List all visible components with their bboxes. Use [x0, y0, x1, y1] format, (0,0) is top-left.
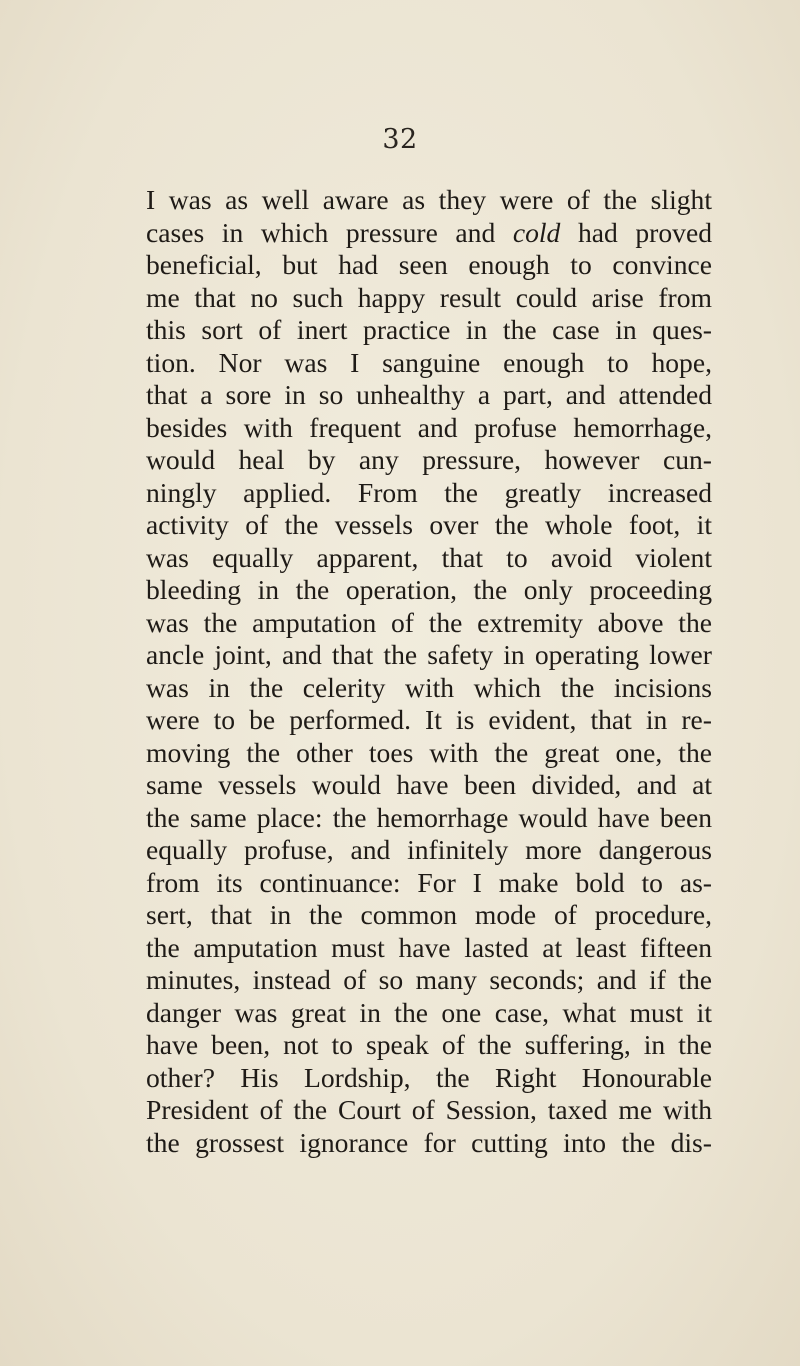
text-line: the same place: the hemorrhage would have been: [146, 801, 712, 833]
text-line: activity of the vessels over the whole foot, it: [146, 509, 712, 540]
text-line: equally profuse, and infinitely more dangerous: [146, 834, 712, 865]
text-line: bleeding in the operation, the only proceeding: [146, 574, 712, 605]
body-text: [146, 184, 712, 1159]
text-line: danger was great in the one case, what must it: [146, 996, 712, 1028]
text-line: would heal by any pressure, however cun-: [146, 444, 712, 475]
text-line: moving the other toes with the great one, the: [146, 736, 712, 768]
text-line: I was as well aware as they were of the slight: [146, 184, 712, 215]
text-line: was in the celerity with which the incisions: [146, 671, 712, 703]
text-line: cases in which pressure and cold had proved: [146, 216, 712, 248]
text-line: other? His Lordship, the Right Honourable: [146, 1061, 712, 1093]
text-line: tion. Nor was I sanguine enough to hope,: [146, 346, 712, 378]
text-line: besides with frequent and profuse hemorrhage,: [146, 411, 712, 443]
text-line: was equally apparent, that to avoid violent: [146, 541, 712, 573]
text-line: ancle joint, and that the safety in operating lower: [146, 639, 712, 670]
text-line: have been, not to speak of the suffering, in the: [146, 1029, 712, 1060]
text-line: me that no such happy result could arise from: [146, 281, 712, 313]
text-line: same vessels would have been divided, and at: [146, 769, 712, 800]
text-line: this sort of inert practice in the case in ques-: [146, 314, 712, 345]
text-line: the amputation must have lasted at least fifteen: [146, 931, 712, 963]
text-line: from its continuance: For I make bold to as-: [146, 866, 712, 898]
text-line: President of the Court of Session, taxed me with: [146, 1094, 712, 1125]
text-line: was the amputation of the extremity above the: [146, 606, 712, 638]
text-line: were to be performed. It is evident, that in re-: [146, 704, 712, 735]
text-line: that a sore in so unhealthy a part, and attended: [146, 379, 712, 410]
italic-word: cold: [512, 216, 561, 248]
text-line: beneficial, but had seen enough to convince: [146, 249, 712, 280]
text-line: the grossest ignorance for cutting into the dis-: [146, 1126, 712, 1158]
page-number: 32: [382, 124, 418, 155]
text-line: sert, that in the common mode of procedure,: [146, 899, 712, 930]
text-line: ningly applied. From the greatly increased: [146, 476, 712, 508]
text-line: minutes, instead of so many seconds; and if the: [146, 964, 712, 995]
